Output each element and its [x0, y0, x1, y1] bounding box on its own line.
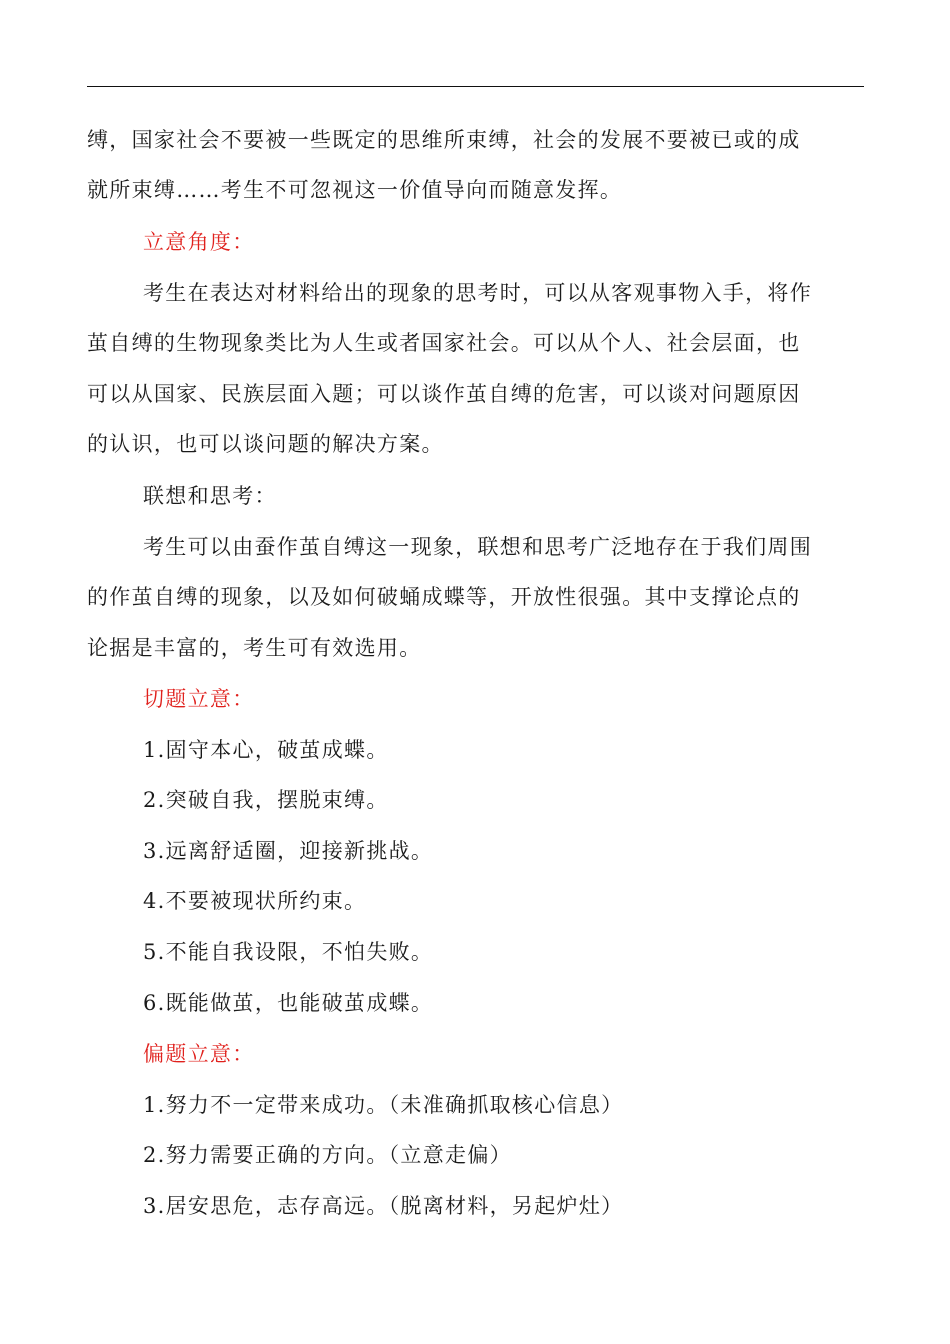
list-item: 2.突破自我，摆脱束缚。 — [143, 788, 389, 812]
paragraph-line: 的认识，也可以谈问题的解决方案。 — [87, 432, 444, 456]
list-item: 1.努力不一定带来成功。（未准确抓取核心信息） — [143, 1093, 624, 1117]
list-item: 3.居安思危，志存高远。（脱离材料，另起炉灶） — [143, 1194, 624, 1218]
list-item: 3.远离舒适圈，迎接新挑战。 — [143, 839, 434, 863]
section-heading-off-topic: 偏题立意： — [143, 1042, 255, 1066]
paragraph-line: 论据是丰富的，考生可有效选用。 — [87, 636, 422, 660]
header-rule — [87, 86, 864, 87]
paragraph-line: 的作茧自缚的现象，以及如何破蛹成蝶等，开放性很强。其中支撑论点的 — [87, 585, 801, 609]
list-item: 5.不能自我设限，不怕失败。 — [143, 940, 434, 964]
list-item: 1.固守本心，破茧成蝶。 — [143, 738, 389, 762]
paragraph-line: 茧自缚的生物现象类比为人生或者国家社会。可以从个人、社会层面，也 — [87, 331, 801, 355]
paragraph-line: 考生在表达对材料给出的现象的思考时，可以从客观事物入手，将作 — [143, 281, 812, 305]
list-item: 4.不要被现状所约束。 — [143, 889, 367, 913]
list-item: 6.既能做茧，也能破茧成蝶。 — [143, 991, 434, 1015]
paragraph-line: 就所束缚……考生不可忽视这一价值导向而随意发挥。 — [87, 178, 623, 202]
paragraph-line: 考生可以由蚕作茧自缚这一现象，联想和思考广泛地存在于我们周围 — [143, 535, 812, 559]
section-heading-angle: 立意角度： — [143, 230, 255, 254]
section-heading-association: 联想和思考： — [143, 484, 277, 508]
paragraph-line: 缚，国家社会不要被一些既定的思维所束缚，社会的发展不要被已或的成 — [87, 128, 801, 152]
paragraph-line: 可以从国家、民族层面入题；可以谈作茧自缚的危害，可以谈对问题原因 — [87, 382, 801, 406]
section-heading-on-topic: 切题立意： — [143, 687, 255, 711]
list-item: 2.努力需要正确的方向。（立意走偏） — [143, 1143, 512, 1167]
